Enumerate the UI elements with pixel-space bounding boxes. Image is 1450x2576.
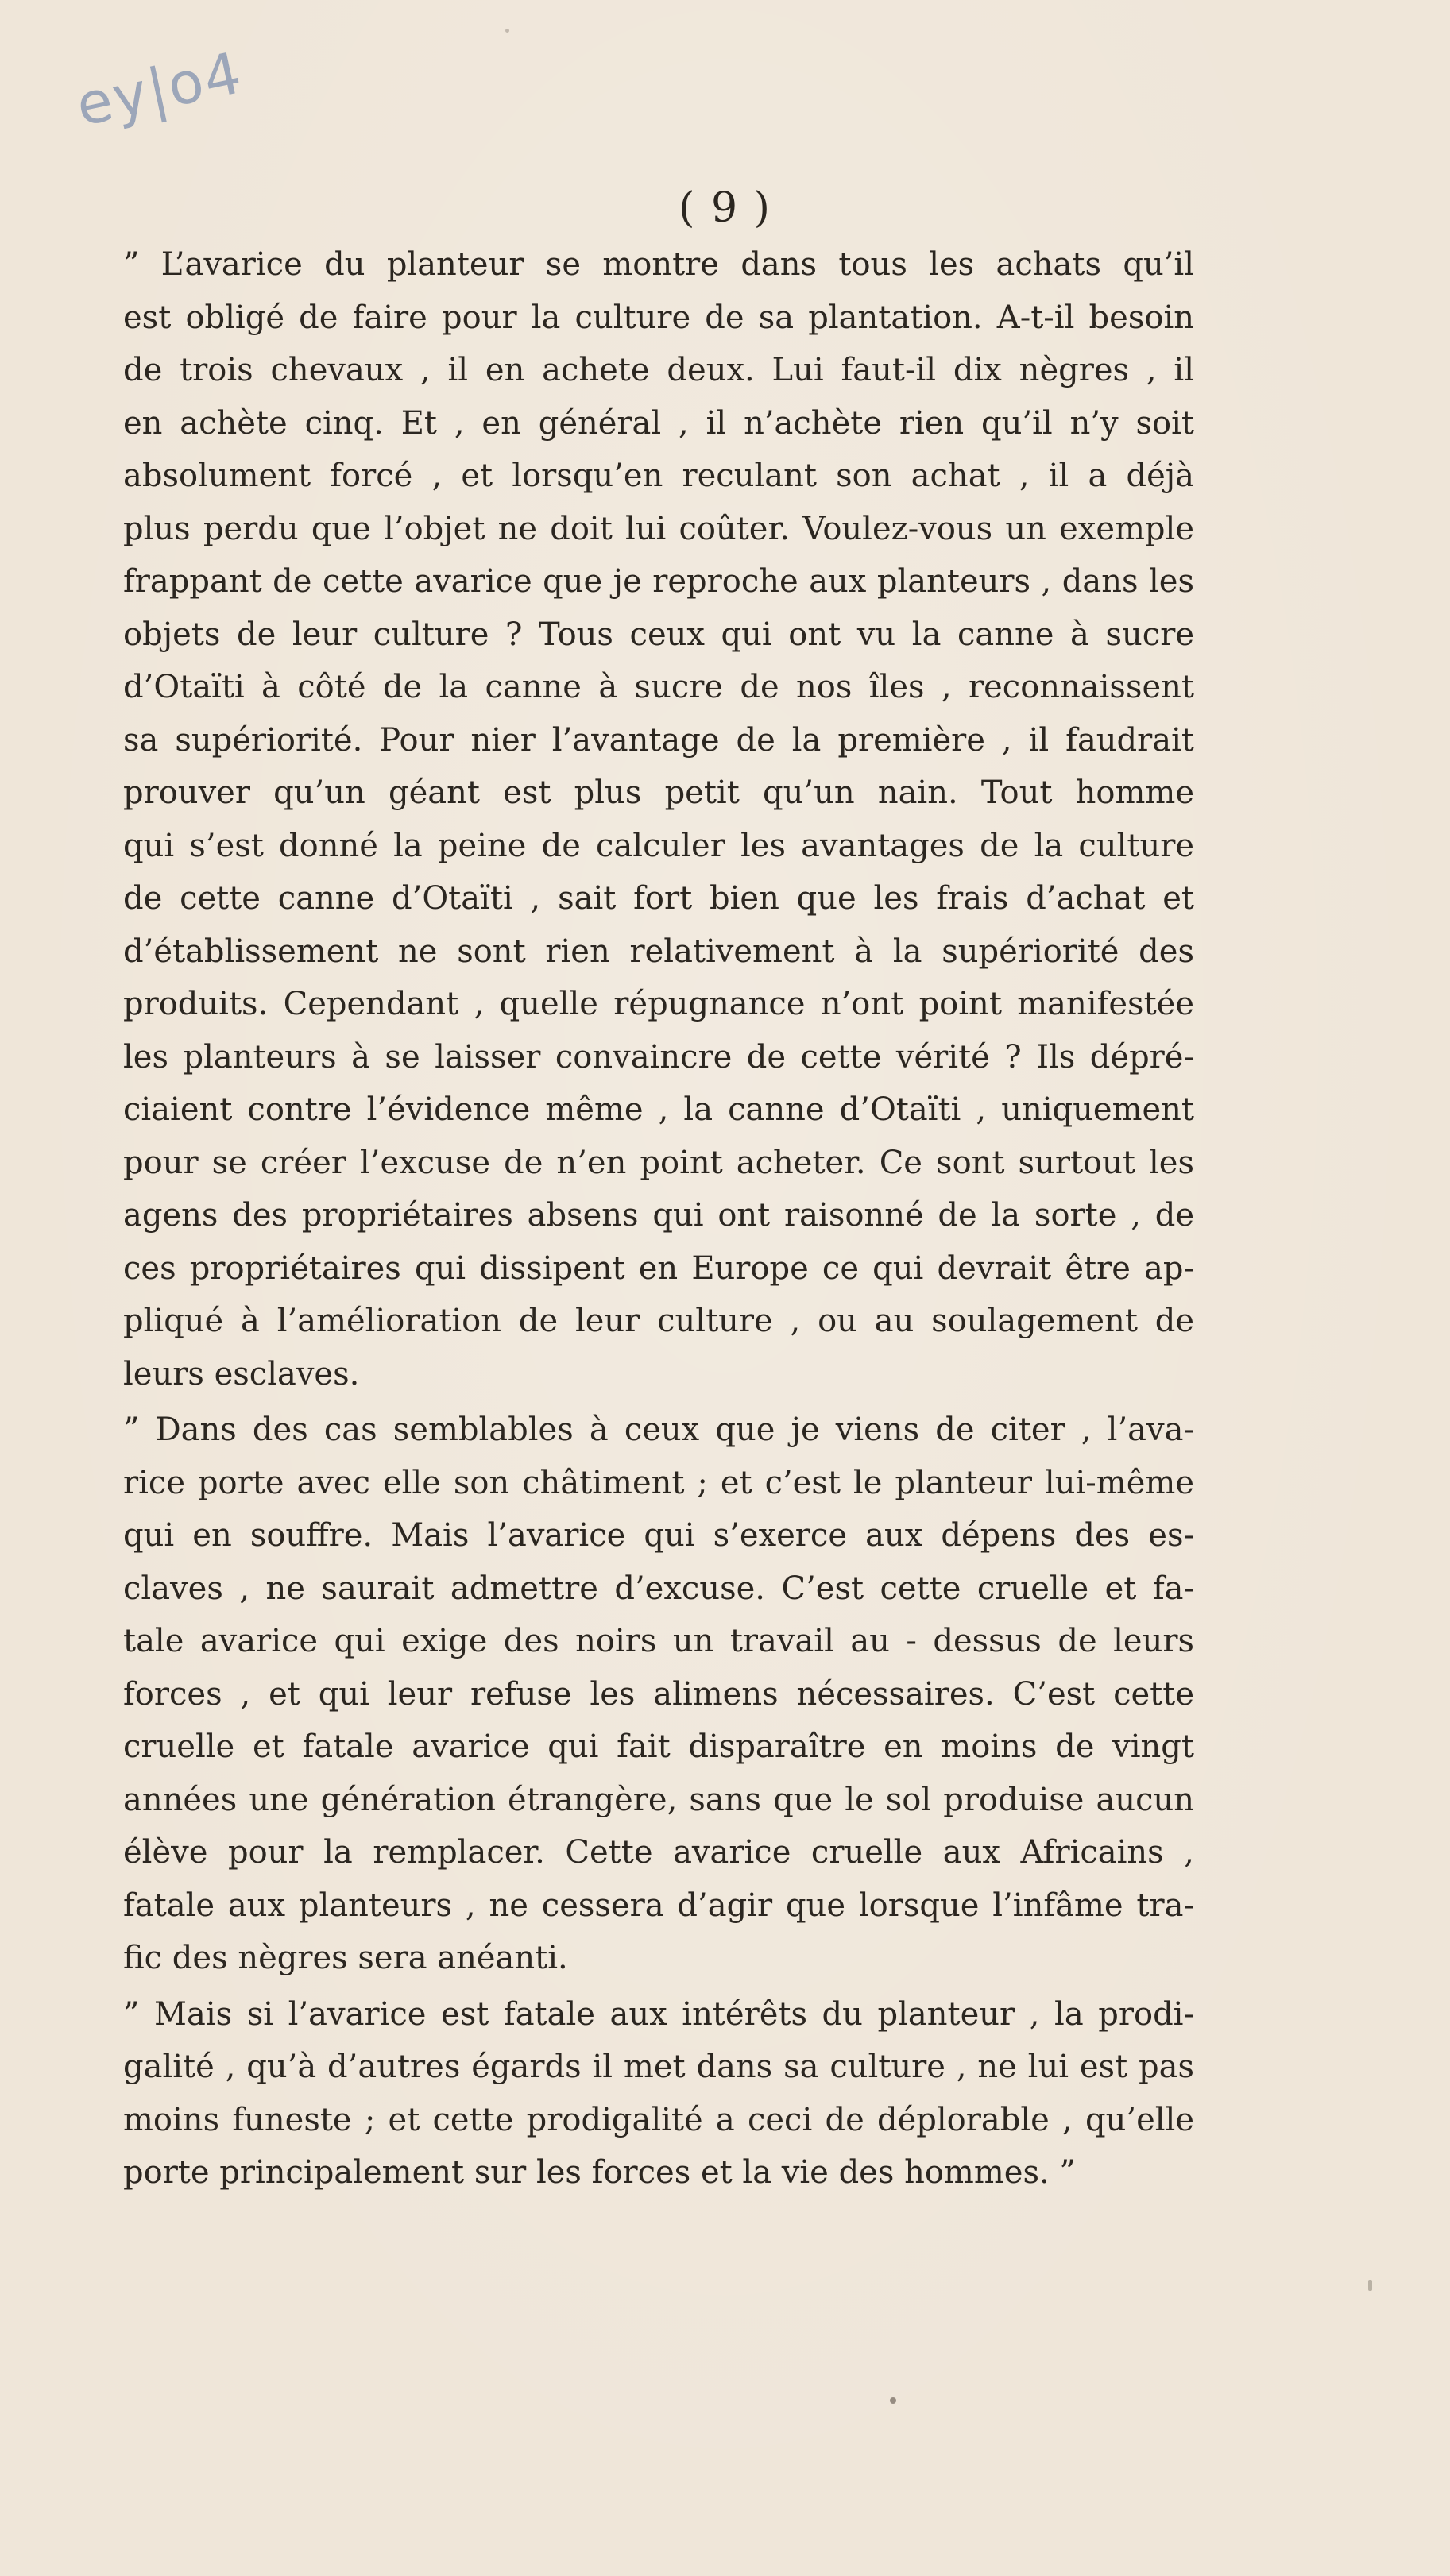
text-line: ” Dans des cas semblables à ceux que je viens de citer , l’ava- xyxy=(123,1412,1194,1448)
text-line: pour se créer l’excuse de n’en point acheter. Ce sont surtout les xyxy=(123,1144,1194,1181)
text-line: d’Otaïti à côté de la canne à sucre de nos îles , reconnaissent xyxy=(123,669,1194,705)
text-line: ces propriétaires qui dissipent en Europe ce qui devrait être ap- xyxy=(123,1249,1194,1287)
text-line: tale avarice qui exige des noirs un travail au - dessus de leurs xyxy=(123,1623,1194,1659)
text-line: fic des nègres sera anéanti. xyxy=(123,1940,568,1976)
paper-speck xyxy=(505,29,509,33)
paragraph-2 xyxy=(123,1404,1194,1985)
text-line: ciaient contre l’évidence même , la canne d’Otaïti , uniquement xyxy=(123,1091,1194,1128)
text-line: cruelle et fatale avarice qui fait disparaître en moins de vingt xyxy=(123,1728,1194,1765)
text-line: claves , ne saurait admettre d’excuse. C’est cette cruelle et fa- xyxy=(123,1570,1194,1607)
text-line: les planteurs à se laisser convaincre de cette vérité ? Ils dépré- xyxy=(123,1038,1194,1076)
page-number: ( 9 ) xyxy=(679,184,771,232)
text-line: moins funeste ; et cette prodigalité a ceci de déplorable , qu’elle xyxy=(123,2101,1194,2138)
text-line: fatale aux planteurs , ne cessera d’agir que lorsque l’infâme tra- xyxy=(123,1887,1194,1924)
text-line: sa supériorité. Pour nier l’avantage de la première , il faudrait xyxy=(123,721,1194,759)
text-line: produits. Cependant , quelle répugnance n’ont point manifestée xyxy=(123,986,1194,1022)
paragraph-3 xyxy=(123,1988,1194,2199)
paragraph-1 xyxy=(123,238,1194,1400)
text-line: galité , qu’à d’autres égards il met dans sa culture , ne lui est pas xyxy=(123,2049,1194,2085)
text-line: de cette canne d’Otaïti , sait fort bien que les frais d’achat et xyxy=(123,880,1194,917)
body-text xyxy=(123,238,1194,2203)
text-line: ” Mais si l’avarice est fatale aux intérêts du planteur , la prodi- xyxy=(123,1995,1194,2033)
text-line: en achète cinq. Et , en général , il n’achète rien qu’il n’y soit xyxy=(123,404,1194,442)
text-line: est obligé de faire pour la culture de sa plantation. A-t-il besoin xyxy=(123,299,1194,336)
text-line: agens des propriétaires absens qui ont raisonné de la sorte , de xyxy=(123,1197,1194,1234)
text-line: leurs esclaves. xyxy=(123,1355,360,1392)
text-line: prouver qu’un géant est plus petit qu’un nain. Tout homme xyxy=(123,774,1194,811)
text-line: forces , et qui leur refuse les alimens nécessaires. C’est cette xyxy=(123,1675,1194,1713)
text-line: plus perdu que l’objet ne doit lui coûter. Voulez-vous un exemple xyxy=(123,510,1194,547)
text-line: années une génération étrangère, sans que le sol produise aucun xyxy=(123,1781,1194,1818)
text-line: absolument forcé , et lorsqu’en reculant son achat , il a déjà xyxy=(123,458,1194,494)
paper-speck xyxy=(890,2397,896,2404)
text-line: qui en souffre. Mais l’avarice qui s’exerce aux dépens des es- xyxy=(123,1517,1194,1554)
text-line: rice porte avec elle son châtiment ; et c’est le planteur lui-même xyxy=(123,1464,1194,1501)
text-line: ” L’avarice du planteur se montre dans tous les achats qu’il xyxy=(123,246,1194,283)
text-line: pliqué à l’amélioration de leur culture , ou au soulagement de xyxy=(123,1303,1194,1339)
text-line: de trois chevaux , il en achete deux. Lui faut-il dix nègres , il xyxy=(123,352,1194,388)
text-line: qui s’est donné la peine de calculer les avantages de la culture xyxy=(123,827,1194,864)
text-line: porte principalement sur les forces et la vie des hommes. ” xyxy=(123,2154,1076,2191)
text-line: objets de leur culture ? Tous ceux qui ont vu la canne à sucre xyxy=(123,616,1194,653)
text-line: frappant de cette avarice que je reproche aux planteurs , dans les xyxy=(123,563,1194,600)
handwritten-shelf-mark: ey|o4 xyxy=(70,38,249,140)
paper-speck xyxy=(1368,2280,1372,2291)
text-line: élève pour la remplacer. Cette avarice cruelle aux Africains , xyxy=(123,1834,1194,1871)
text-line: d’établissement ne sont rien relativement à la supériorité des xyxy=(123,933,1194,970)
